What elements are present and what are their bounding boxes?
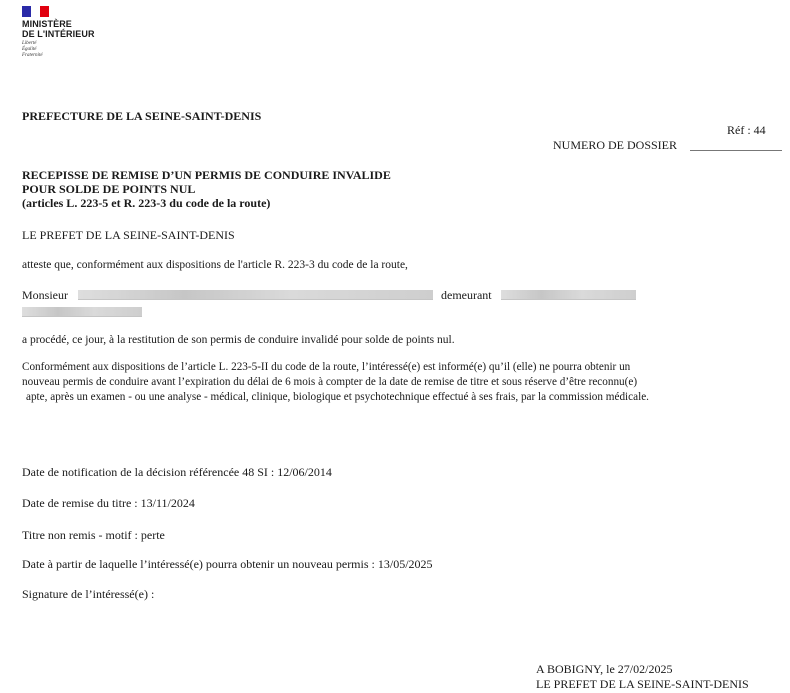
ministry-name-line1: MINISTÈRE xyxy=(22,19,72,29)
dossier-label: NUMERO DE DOSSIER xyxy=(553,138,678,152)
conformement-line1: Conformément aux dispositions de l’article L. 223-5-II du code de la route, l’intéressé(e) est informé(e) qu’il (elle) ne pourra obtenir un xyxy=(22,361,631,373)
monsieur-label: Monsieur xyxy=(22,288,68,302)
republic-flag-icon xyxy=(22,6,49,17)
restitution-text: a procédé, ce jour, à la restitution de son permis de conduire invalidé pour solde de points nul. xyxy=(22,334,455,346)
prefecture-heading: PREFECTURE DE LA SEINE-SAINT-DENIS xyxy=(22,109,262,123)
document-title-articles: (articles L. 223-5 et R. 223-3 du code de la route) xyxy=(22,196,271,210)
demeurant-label: demeurant xyxy=(441,288,492,302)
place-and-date: A BOBIGNY, le 27/02/2025 xyxy=(536,662,673,676)
redacted-address-continued xyxy=(22,307,142,317)
nouveau-permis-date: Date à partir de laquelle l’intéressé(e) pourra obtenir un nouveau permis : 13/05/2025 xyxy=(22,557,433,571)
ministry-name-line2: DE L'INTÉRIEUR xyxy=(22,29,95,39)
motto-fraternite: Fraternité xyxy=(22,53,43,58)
signature-label: Signature de l’intéressé(e) : xyxy=(22,587,155,601)
prefet-line: LE PREFET DE LA SEINE-SAINT-DENIS xyxy=(22,228,235,242)
redacted-name xyxy=(78,290,433,300)
titre-non-remis: Titre non remis - motif : perte xyxy=(22,528,165,542)
redacted-address xyxy=(501,290,636,300)
attests-text: atteste que, conformément aux dispositions de l'article R. 223-3 du code de la route, xyxy=(22,259,408,271)
dossier-number-line xyxy=(690,150,782,151)
remise-date: Date de remise du titre : 13/11/2024 xyxy=(22,496,195,510)
conformement-line2: nouveau permis de conduire avant l’expiration du délai de 6 mois à compter de la date de remise de titre et sous réserve d’être reconnu(e) xyxy=(22,376,638,388)
signatory: LE PREFET DE LA SEINE-SAINT-DENIS xyxy=(536,677,749,691)
document-title-line2: POUR SOLDE DE POINTS NUL xyxy=(22,182,196,196)
reference: Réf : 44 xyxy=(727,123,766,137)
conformement-line3: apte, après un examen - ou une analyse - médical, clinique, biologique et psychotechnique effectué à ses frais, par la commission médicale. xyxy=(26,391,649,403)
notification-date: Date de notification de la décision référencée 48 SI : 12/06/2014 xyxy=(22,465,332,479)
motto-liberte: Liberté xyxy=(22,41,37,46)
motto-egalite: Égalité xyxy=(22,47,37,52)
document-title-line1: RECEPISSE DE REMISE D’UN PERMIS DE CONDUIRE INVALIDE xyxy=(22,168,391,182)
